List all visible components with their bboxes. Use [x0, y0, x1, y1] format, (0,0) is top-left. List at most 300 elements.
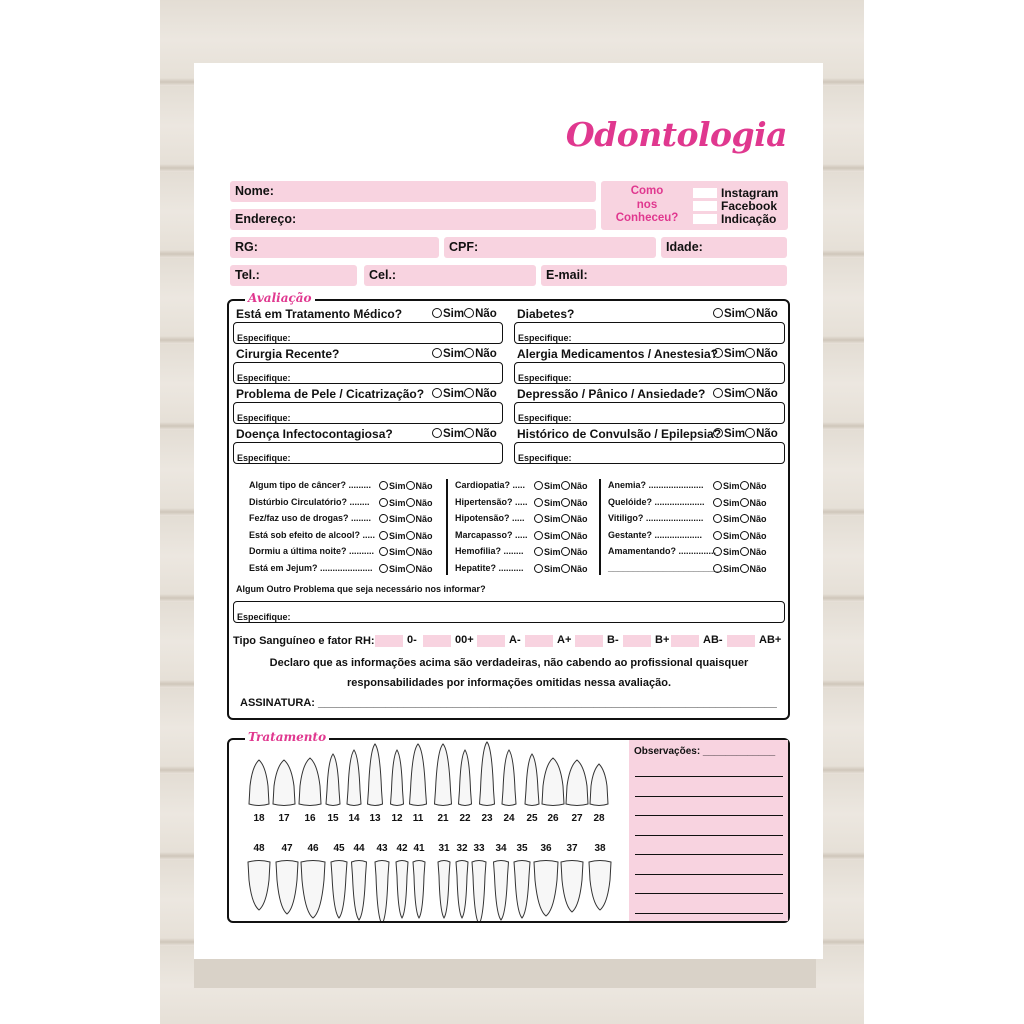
specify-field[interactable] [514, 402, 785, 424]
health-question-left-2-yes-no [432, 388, 497, 400]
screening-1-3-sim-radio[interactable] [534, 531, 543, 540]
upper-tooth-13[interactable] [368, 744, 383, 806]
screening-question: Está sob efeito de alcool? ..... [249, 529, 376, 540]
tooth-number-upper: 23 [481, 813, 493, 824]
observacoes-line [635, 776, 783, 777]
screening-0-5-yes-no [379, 564, 433, 574]
screening-0-4-nao-label: Não [415, 547, 433, 558]
email-label: E-mail: [546, 268, 588, 282]
form-title: Odontologia [565, 115, 787, 154]
cpf-field[interactable] [444, 237, 656, 258]
tooth-number-lower: 41 [413, 843, 425, 854]
screening-0-3-nao-radio[interactable] [406, 531, 415, 540]
screening-question: Hepatite? .......... [455, 563, 524, 573]
screening-question: Gestante? ................... [608, 529, 703, 540]
observacoes-line [635, 815, 783, 816]
screening-1-3-sim-label: Sim [544, 530, 561, 541]
health-question-right-1-sim-radio[interactable] [713, 348, 723, 358]
screening-1-3-yes-no [534, 531, 588, 541]
tooth-number-upper: 24 [503, 813, 515, 824]
option-instagram[interactable] [693, 187, 785, 199]
blood-type-checkbox[interactable] [375, 635, 403, 647]
tooth-number-lower: 42 [396, 843, 408, 854]
screening-1-5-nao-radio[interactable] [561, 564, 570, 573]
screening-0-1-nao-radio[interactable] [406, 498, 415, 507]
facebook-checkbox[interactable] [693, 201, 717, 211]
health-question-left-3-sim-radio[interactable] [432, 428, 442, 438]
tooth-number-upper: 14 [348, 813, 360, 824]
tooth-number-upper: 26 [547, 813, 559, 824]
observacoes-line [635, 913, 783, 914]
lower-tooth-45[interactable] [331, 861, 347, 919]
screening-0-2-nao-label: Não [415, 514, 433, 525]
screening-1-2-sim-radio[interactable] [534, 514, 543, 523]
how-did-you-hear-label [607, 185, 687, 226]
tratamento-legend: Tratamento [245, 730, 329, 744]
specify-field[interactable] [514, 362, 785, 384]
screening-1-3-nao-label: Não [570, 530, 588, 541]
blood-type-label: 00+ [455, 634, 474, 646]
screening-2-4-sim-radio[interactable] [713, 547, 722, 556]
health-question-right-3-nao-radio[interactable] [745, 428, 755, 438]
tel-field[interactable] [230, 265, 357, 286]
screening-2-2-nao-label: Não [749, 514, 767, 525]
tooth-number-lower: 32 [456, 843, 468, 854]
screening-2-5-sim-radio[interactable] [713, 564, 722, 573]
blood-type-label: B- [607, 634, 619, 646]
upper-tooth-15[interactable] [326, 754, 340, 806]
screening-2-4-sim-label: Sim [723, 547, 740, 558]
tooth-number-lower: 44 [353, 843, 365, 854]
specify-field[interactable] [233, 442, 503, 464]
screening-0-5-nao-radio[interactable] [406, 564, 415, 573]
tipo-sanguineo-label: Tipo Sanguíneo e fator RH: [233, 635, 375, 647]
upper-tooth-25[interactable] [525, 754, 539, 806]
screening-2-5-yes-no [713, 564, 767, 574]
blood-type-checkbox[interactable] [575, 635, 603, 647]
blood-type-checkbox[interactable] [623, 635, 651, 647]
endereco-field[interactable] [230, 209, 596, 230]
lower-tooth-46[interactable] [301, 861, 325, 919]
instagram-checkbox[interactable] [693, 188, 717, 198]
screening-2-0-sim-radio[interactable] [713, 481, 722, 490]
screening-1-2-sim-label: Sim [544, 514, 561, 525]
screening-0-0-sim-label: Sim [389, 481, 406, 491]
screening-0-5-sim-label: Sim [389, 564, 406, 574]
screening-1-4-sim-radio[interactable] [534, 547, 543, 556]
screening-0-2-sim-label: Sim [389, 514, 406, 525]
paper-shadow [194, 958, 816, 988]
health-question-right-2-nao-radio[interactable] [745, 388, 755, 398]
tooth-number-lower: 31 [438, 843, 450, 854]
upper-tooth-28[interactable] [590, 764, 608, 806]
tooth-number-upper: 16 [304, 813, 316, 824]
health-question-right-1-nao-radio[interactable] [745, 348, 755, 358]
health-question-left-1-nao-radio[interactable] [464, 348, 474, 358]
health-question-left-2-sim-label: Sim [443, 388, 465, 400]
screening-question: Hipertensão? ..... [455, 496, 528, 507]
health-question: Histórico de Convulsão / Epilepsia? [517, 427, 722, 441]
screening-0-3-yes-no [379, 531, 433, 541]
specify-field[interactable] [233, 402, 503, 424]
health-question: Problema de Pele / Cicatrização? [236, 387, 425, 401]
screening-0-1-sim-radio[interactable] [379, 498, 388, 507]
screening-1-2-nao-radio[interactable] [561, 514, 570, 523]
specify-field[interactable] [233, 362, 503, 384]
blood-type-checkbox[interactable] [671, 635, 699, 647]
screening-0-2-sim-radio[interactable] [379, 514, 388, 523]
screening-0-0-nao-label: Não [415, 481, 433, 491]
screening-0-1-sim-label: Sim [389, 497, 406, 508]
blood-type-label: A- [509, 634, 521, 646]
upper-tooth-21[interactable] [435, 744, 452, 806]
health-question-left-0-nao-label: Não [475, 308, 497, 320]
upper-tooth-26[interactable] [542, 758, 564, 806]
avaliacao-legend: Avaliação [245, 291, 315, 305]
specify-field[interactable] [514, 442, 785, 464]
screening-1-4-nao-label: Não [570, 547, 588, 558]
screening-1-1-sim-radio[interactable] [534, 498, 543, 507]
tooth-number-lower: 37 [566, 843, 578, 854]
health-question-left-2-nao-label: Não [475, 388, 497, 400]
tooth-chart [237, 740, 627, 921]
nome-field[interactable] [230, 181, 596, 202]
health-question: Doença Infectocontagiosa? [236, 427, 393, 441]
screening-2-1-sim-label: Sim [723, 497, 740, 508]
health-question: Diabetes? [517, 307, 575, 321]
screening-question: Hemofilia? ........ [455, 546, 524, 557]
email-field[interactable] [541, 265, 787, 286]
observacoes-line [635, 854, 783, 855]
screening-0-1-yes-no [379, 498, 433, 508]
health-question-right-2-yes-no [713, 388, 778, 400]
screening-1-5-yes-no [534, 564, 588, 574]
tooth-number-lower: 35 [516, 843, 528, 854]
upper-tooth-17[interactable] [273, 760, 295, 806]
health-question-left-3-sim-label: Sim [443, 428, 465, 440]
health-question-right-3-yes-no [713, 428, 778, 440]
tooth-number-lower: 34 [495, 843, 507, 854]
specify-field[interactable] [514, 322, 785, 344]
blood-type-checkbox[interactable] [477, 635, 505, 647]
rg-field[interactable] [230, 237, 439, 258]
screening-1-0-nao-radio[interactable] [561, 481, 570, 490]
lower-tooth-43[interactable] [375, 861, 389, 922]
tooth-number-upper: 25 [526, 813, 538, 824]
tooth-number-upper: 22 [459, 813, 471, 824]
screening-1-0-sim-label: Sim [544, 481, 561, 491]
column-divider-1 [446, 479, 448, 575]
upper-tooth-24[interactable] [502, 750, 516, 806]
screening-2-4-nao-radio[interactable] [740, 547, 749, 556]
screening-1-5-nao-label: Não [570, 564, 588, 574]
screening-2-0-sim-label: Sim [723, 481, 740, 491]
health-question-left-0-nao-radio[interactable] [464, 308, 474, 318]
blood-type-checkbox[interactable] [727, 635, 755, 647]
outro-problema-specify[interactable] [233, 601, 785, 623]
tooth-number-lower: 38 [594, 843, 606, 854]
screening-0-4-yes-no [379, 547, 433, 557]
tooth-number-upper: 12 [391, 813, 403, 824]
option-facebook[interactable] [693, 200, 785, 212]
health-question-left-0-sim-radio[interactable] [432, 308, 442, 318]
screening-question: Anemia? ...................... [608, 480, 704, 490]
tooth-number-upper: 11 [412, 813, 424, 824]
health-question-left-0-yes-no [432, 308, 497, 320]
endereco-label: Endereço: [235, 212, 297, 226]
observacoes-line [635, 874, 783, 875]
tooth-number-upper: 18 [253, 813, 265, 824]
indicacao-checkbox[interactable] [693, 214, 717, 224]
screening-2-5-nao-radio[interactable] [740, 564, 749, 573]
tratamento-section [227, 730, 790, 923]
screening-0-2-yes-no [379, 514, 433, 524]
observacoes-box[interactable] [629, 740, 788, 921]
health-question-left-1-sim-radio[interactable] [432, 348, 442, 358]
screening-2-0-nao-label: Não [749, 481, 767, 491]
column-divider-2 [599, 479, 601, 575]
tooth-number-lower: 48 [253, 843, 265, 854]
outro-problema-label: Algum Outro Problema que seja necessário nos informar? [236, 584, 486, 594]
health-question-left-1-yes-no [432, 348, 497, 360]
blood-type-label: B+ [655, 634, 670, 646]
upper-tooth-23[interactable] [480, 742, 495, 806]
screening-1-4-yes-no [534, 547, 588, 557]
upper-tooth-11[interactable] [410, 744, 427, 806]
tooth-number-lower: 46 [307, 843, 319, 854]
lower-tooth-37[interactable] [561, 861, 583, 913]
screening-2-3-sim-radio[interactable] [713, 531, 722, 540]
screening-2-1-nao-label: Não [749, 497, 767, 508]
lower-tooth-38[interactable] [589, 861, 611, 911]
tooth-number-lower: 43 [376, 843, 388, 854]
lower-tooth-31[interactable] [438, 861, 450, 919]
especifique-label: Especifique: [237, 373, 291, 383]
lower-tooth-32[interactable] [456, 861, 468, 919]
screening-0-3-sim-label: Sim [389, 530, 406, 541]
especifique-label: Especifique: [518, 333, 572, 343]
health-question-left-1-sim-label: Sim [443, 348, 465, 360]
screening-question: Amamentando? ............... [608, 546, 717, 557]
screening-0-4-nao-radio[interactable] [406, 547, 415, 556]
screening-2-3-nao-label: Não [749, 530, 767, 541]
cel-label: Cel.: [369, 268, 397, 282]
screening-1-1-nao-label: Não [570, 497, 588, 508]
lower-tooth-44[interactable] [352, 861, 367, 921]
upper-tooth-16[interactable] [299, 758, 321, 806]
especifique-label: Especifique: [518, 453, 572, 463]
tooth-number-upper: 13 [369, 813, 381, 824]
screening-2-5-nao-label: Não [749, 564, 767, 574]
especifique-label: Especifique: [518, 413, 572, 423]
health-question-right-2-sim-label: Sim [724, 388, 746, 400]
tooth-number-upper: 17 [278, 813, 290, 824]
health-question-right-3-nao-label: Não [756, 428, 778, 440]
facebook-label: Facebook [721, 199, 778, 213]
screening-1-0-sim-radio[interactable] [534, 481, 543, 490]
health-question-right-0-yes-no [713, 308, 778, 320]
screening-question: Hipotensão? ..... [455, 513, 525, 524]
screening-2-0-yes-no [713, 481, 767, 491]
screening-2-3-sim-label: Sim [723, 530, 740, 541]
observacoes-label: Observações: _____________ [634, 746, 776, 757]
tooth-number-lower: 47 [281, 843, 293, 854]
cel-field[interactable] [364, 265, 536, 286]
screening-0-1-nao-label: Não [415, 497, 433, 508]
health-question-right-1-sim-label: Sim [724, 348, 746, 360]
screening-1-1-sim-label: Sim [544, 497, 561, 508]
health-question-left-0-sim-label: Sim [443, 308, 465, 320]
blood-type-label: AB+ [759, 634, 782, 646]
screening-0-4-sim-radio[interactable] [379, 547, 388, 556]
cpf-label: CPF: [449, 240, 479, 254]
screening-question: Algum tipo de câncer? ......... [249, 480, 372, 490]
screening-0-0-sim-radio[interactable] [379, 481, 388, 490]
screening-2-2-sim-radio[interactable] [713, 514, 722, 523]
health-question-right-0-sim-radio[interactable] [713, 308, 723, 318]
screening-0-3-nao-label: Não [415, 530, 433, 541]
rg-label: RG: [235, 240, 258, 254]
screening-1-3-nao-radio[interactable] [561, 531, 570, 540]
screening-question: Vitiligo? ....................... [608, 513, 704, 524]
screening-question: Quelóide? .................... [608, 496, 705, 507]
screening-0-2-nao-radio[interactable] [406, 514, 415, 523]
health-question-left-3-yes-no [432, 428, 497, 440]
idade-field[interactable] [661, 237, 787, 258]
screening-1-4-sim-label: Sim [544, 547, 561, 558]
screening-2-2-nao-radio[interactable] [740, 514, 749, 523]
health-question-right-0-nao-radio[interactable] [745, 308, 755, 318]
idade-label: Idade: [666, 240, 703, 254]
how-did-you-hear-box [601, 181, 788, 230]
how-label-line3: Conheceu? [615, 212, 679, 224]
screening-question: Marcapasso? ..... [455, 529, 528, 540]
tooth-number-lower: 33 [473, 843, 485, 854]
avaliacao-section [227, 291, 790, 720]
screening-1-4-nao-radio[interactable] [561, 547, 570, 556]
screening-2-1-yes-no [713, 498, 767, 508]
screening-0-4-sim-label: Sim [389, 547, 406, 558]
how-label-line1: Como [630, 185, 664, 197]
screening-2-3-yes-no [713, 531, 767, 541]
observacoes-line [635, 796, 783, 797]
screening-question: Distúrbio Circulatório? ........ [249, 496, 370, 507]
screening-2-4-nao-label: Não [749, 547, 767, 558]
lower-tooth-34[interactable] [494, 861, 509, 921]
screening-0-5-sim-radio[interactable] [379, 564, 388, 573]
screening-2-2-sim-label: Sim [723, 514, 740, 525]
screening-2-0-nao-radio[interactable] [740, 481, 749, 490]
health-question-left-2-nao-radio[interactable] [464, 388, 474, 398]
option-indicacao[interactable] [693, 213, 785, 225]
lower-tooth-47[interactable] [276, 861, 298, 915]
specify-field[interactable] [233, 322, 503, 344]
screening-question: Cardiopatia? ..... [455, 480, 526, 490]
blood-type-checkbox[interactable] [423, 635, 451, 647]
tooth-number-upper: 15 [327, 813, 339, 824]
lower-tooth-35[interactable] [514, 861, 530, 919]
screening-question: Está em Jejum? ..................... [249, 563, 373, 573]
lower-tooth-33[interactable] [472, 861, 486, 922]
health-question-right-1-nao-label: Não [756, 348, 778, 360]
upper-tooth-27[interactable] [566, 760, 588, 806]
screening-1-2-nao-label: Não [570, 514, 588, 525]
upper-tooth-12[interactable] [391, 750, 404, 806]
screening-1-0-nao-label: Não [570, 481, 588, 491]
health-question-left-2-sim-radio[interactable] [432, 388, 442, 398]
screening-0-5-nao-label: Não [415, 564, 433, 574]
assinatura-field[interactable]: ASSINATURA: ___________________________________________________________________________ [240, 697, 777, 709]
especifique-label: Especifique: [518, 373, 572, 383]
health-question-right-3-sim-radio[interactable] [713, 428, 723, 438]
tooth-number-upper: 27 [571, 813, 583, 824]
lower-tooth-42[interactable] [396, 861, 408, 919]
dental-form-sheet [194, 63, 823, 959]
declaration-line-2: responsabilidades por informações omitidas nessa avaliação. [346, 677, 671, 689]
tel-label: Tel.: [235, 268, 260, 282]
screening-2-1-nao-radio[interactable] [740, 498, 749, 507]
declaration-line-1: Declaro que as informações acima são verdadeiras, não cabendo ao profissional quaisquer [269, 657, 749, 669]
lower-tooth-48[interactable] [248, 861, 270, 911]
lower-tooth-41[interactable] [413, 861, 425, 919]
screening-1-1-nao-radio[interactable] [561, 498, 570, 507]
health-question-right-2-sim-radio[interactable] [713, 388, 723, 398]
screening-2-5-sim-label: Sim [723, 564, 740, 574]
screening-question: Dormiu a última noite? .......... [249, 546, 375, 557]
health-question: Cirurgia Recente? [236, 347, 340, 361]
upper-tooth-22[interactable] [459, 750, 472, 806]
health-question-right-1-yes-no [713, 348, 778, 360]
health-question: Depressão / Pânico / Ansiedade? [517, 387, 706, 401]
tooth-number-upper: 28 [593, 813, 605, 824]
screening-question: _______________________ [608, 563, 724, 573]
health-question-right-2-nao-label: Não [756, 388, 778, 400]
tooth-number-lower: 45 [333, 843, 345, 854]
especifique-label: Especifique: [237, 333, 291, 343]
especifique-label: Especifique: [237, 413, 291, 423]
observacoes-line [635, 835, 783, 836]
observacoes-line [635, 893, 783, 894]
tooth-number-lower: 36 [540, 843, 552, 854]
screening-0-3-sim-radio[interactable] [379, 531, 388, 540]
upper-tooth-14[interactable] [347, 750, 361, 806]
blood-type-checkbox[interactable] [525, 635, 553, 647]
screening-2-1-sim-radio[interactable] [713, 498, 722, 507]
health-question: Está em Tratamento Médico? [236, 307, 403, 321]
indicacao-label: Indicação [721, 212, 777, 226]
nome-label: Nome: [235, 184, 274, 198]
screening-2-4-yes-no [713, 547, 767, 557]
screening-1-5-sim-radio[interactable] [534, 564, 543, 573]
lower-tooth-36[interactable] [534, 861, 558, 917]
screening-2-3-nao-radio[interactable] [740, 531, 749, 540]
screening-2-2-yes-no [713, 514, 767, 524]
health-question-right-0-nao-label: Não [756, 308, 778, 320]
blood-type-label: AB- [703, 634, 723, 646]
instagram-label: Instagram [721, 186, 779, 200]
health-question-left-3-nao-label: Não [475, 428, 497, 440]
screening-1-1-yes-no [534, 498, 588, 508]
screening-0-0-yes-no [379, 481, 433, 491]
tooth-number-upper: 21 [437, 813, 449, 824]
screening-question: Fez/faz uso de drogas? ........ [249, 513, 372, 524]
health-question-left-3-nao-radio[interactable] [464, 428, 474, 438]
upper-tooth-18[interactable] [249, 760, 269, 806]
health-question-right-3-sim-label: Sim [724, 428, 746, 440]
screening-0-0-nao-radio[interactable] [406, 481, 415, 490]
blood-type-label: 0- [407, 634, 417, 646]
health-question-left-1-nao-label: Não [475, 348, 497, 360]
